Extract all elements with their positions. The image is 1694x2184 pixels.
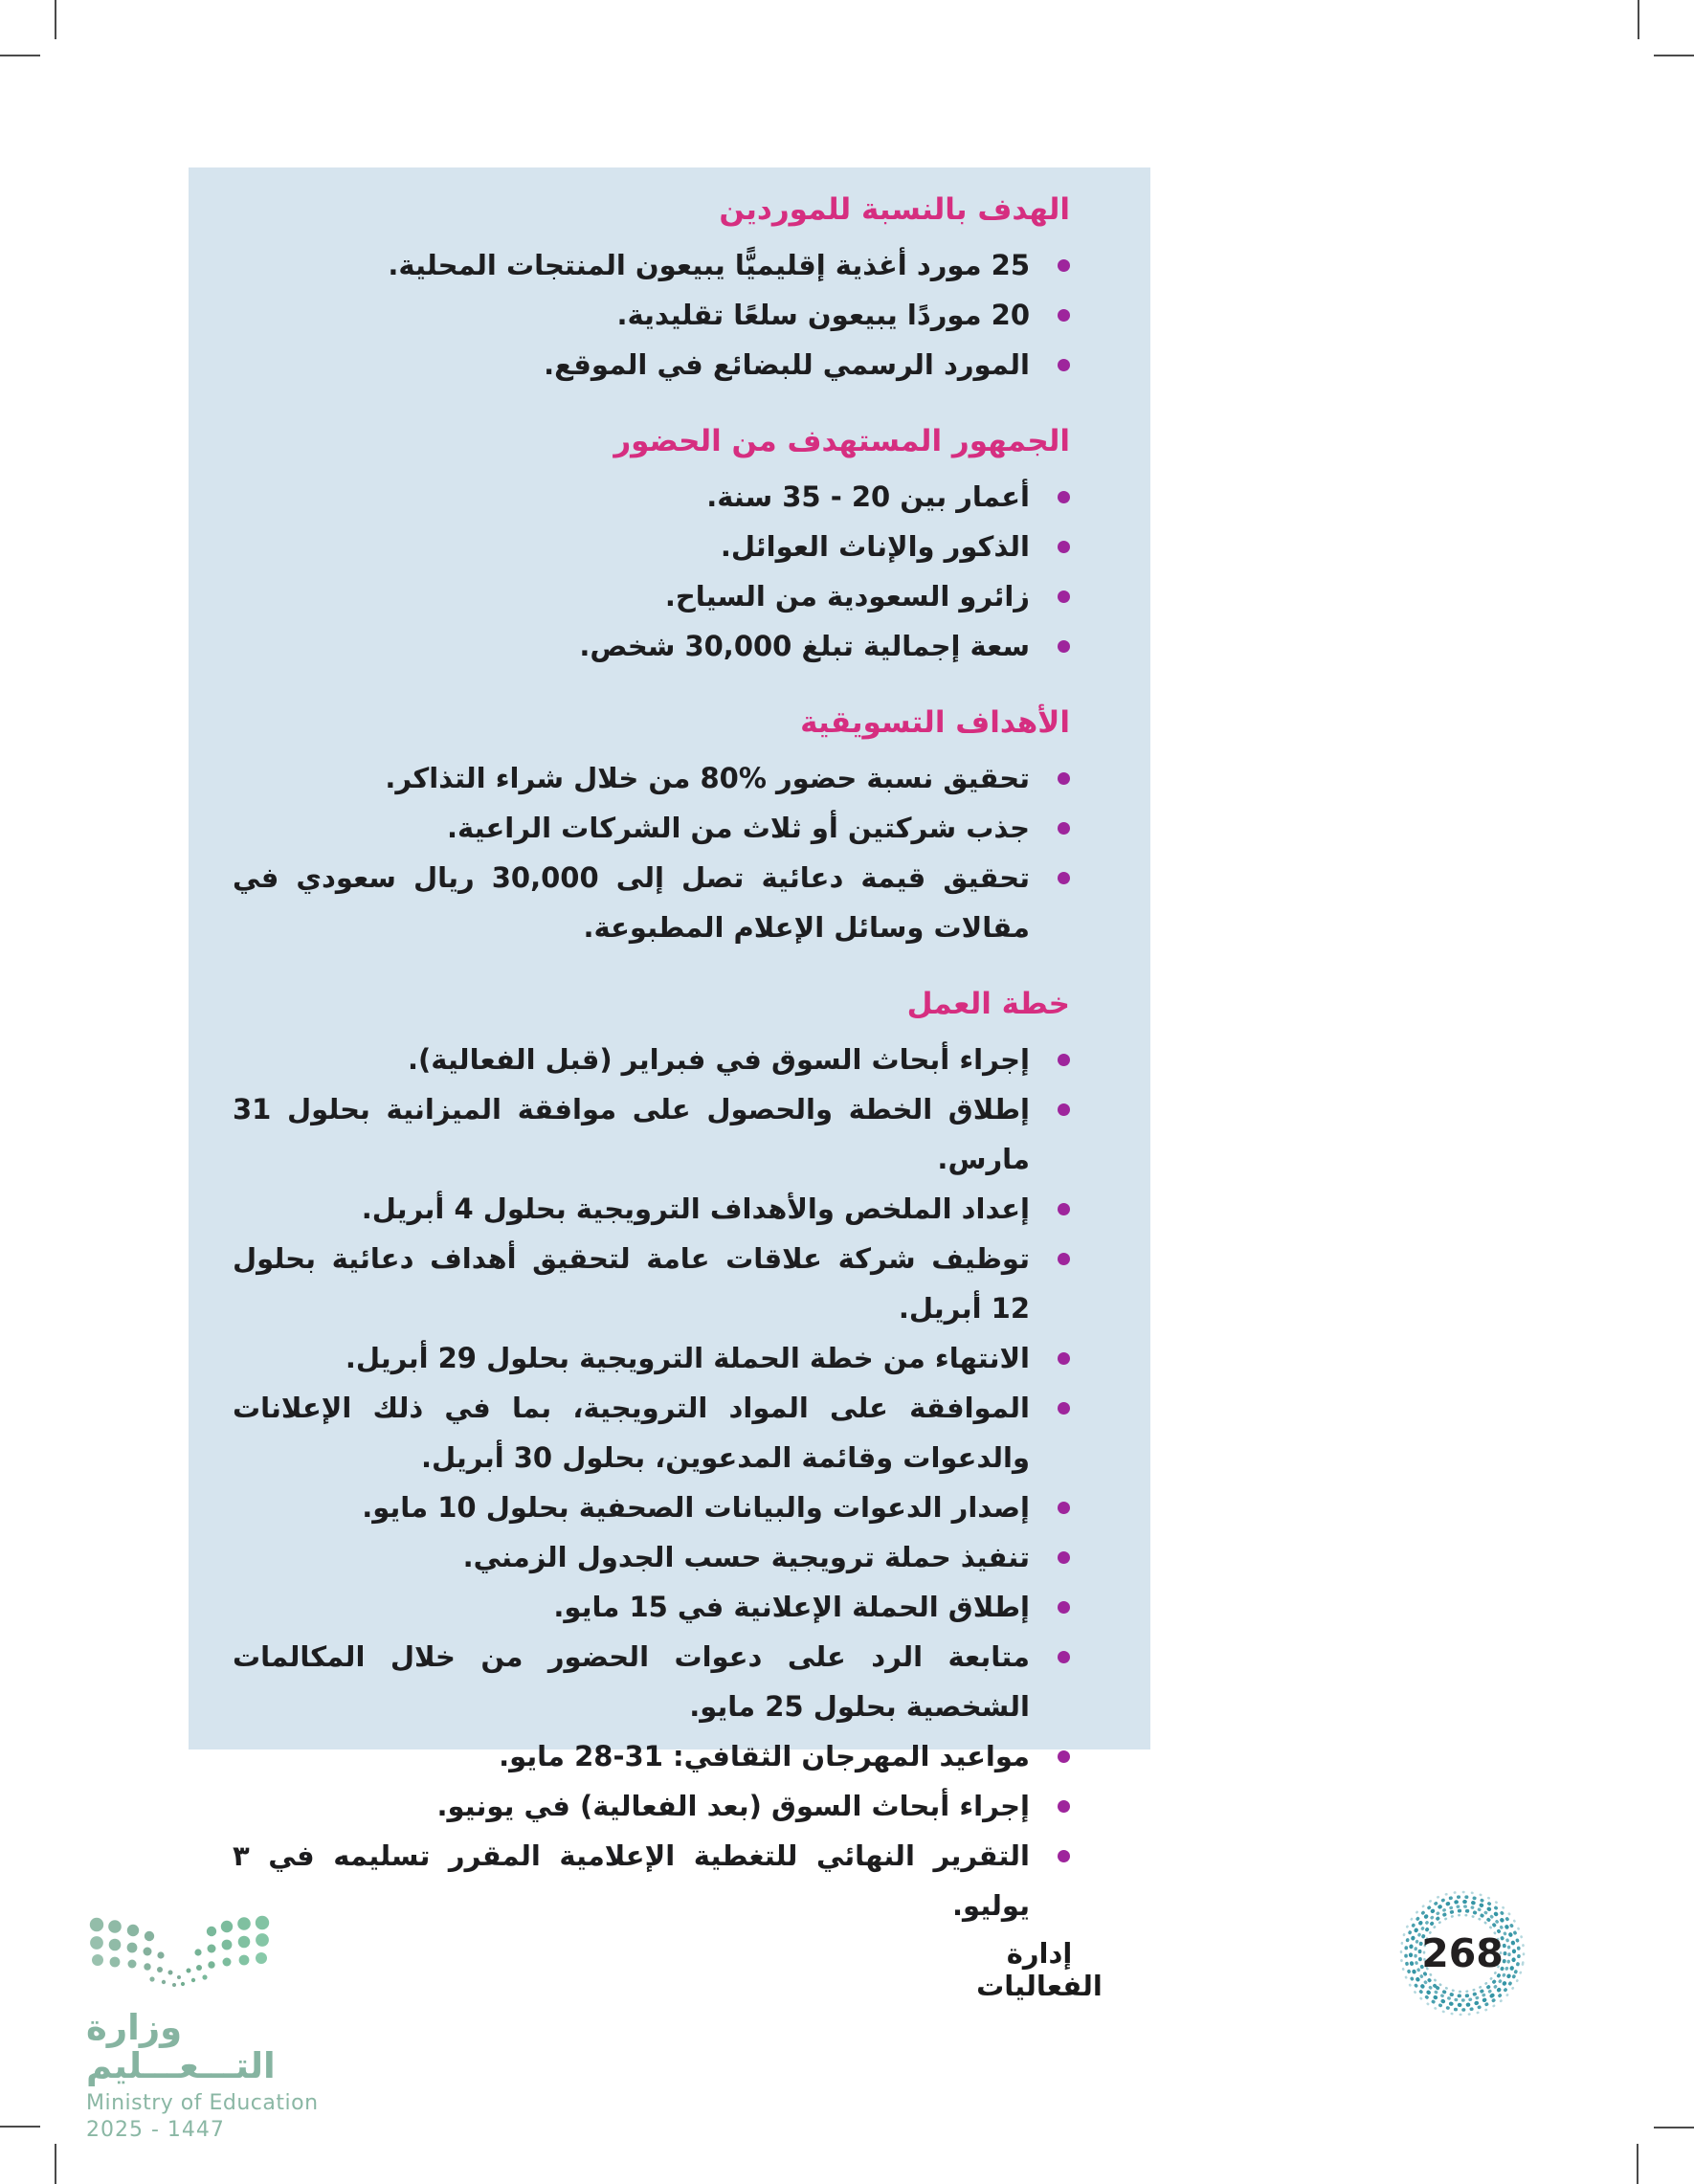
bullet-dot-icon (1058, 359, 1070, 371)
bullet-dot-icon (1058, 1103, 1070, 1116)
bullet-dot-icon (1058, 1253, 1070, 1265)
bullet-text: مواعيد المهرجان الثقافي: 31-28 مايو. (499, 1740, 1030, 1772)
list-item (233, 621, 1070, 671)
bullet-text: سعة إجمالية تبلغ 30,000 شخص. (579, 630, 1030, 662)
bullet-text: إطلاق الخطة والحصول على موافقة الميزانية بحلول 31 مارس. (233, 1093, 1030, 1175)
bullet-text: تحقيق قيمة دعائية تصل إلى 30,000 ريال سعودي في مقالات وسائل الإعلام المطبوعة. (233, 861, 1030, 944)
list-item (233, 1383, 1070, 1482)
list-item (233, 522, 1070, 571)
bullet-text: متابعة الرد على دعوات الحضور من خلال المكالمات الشخصية بحلول 25 مايو. (233, 1640, 1030, 1723)
crop-mark-top-left-horizontal (0, 55, 40, 56)
list-item (233, 571, 1070, 621)
page-number-badge (1399, 1890, 1526, 2017)
crop-mark-bottom-left-vertical (55, 2144, 56, 2184)
crop-mark-top-right-vertical (1638, 0, 1639, 39)
content-section (233, 983, 1070, 1930)
ministry-logo (86, 1912, 373, 2142)
bullet-text: أعمار بين 20 - 35 سنة. (706, 480, 1030, 513)
bullet-dot-icon (1058, 1203, 1070, 1215)
bullet-text: توظيف شركة علاقات عامة لتحقيق أهداف دعائية بحلول 12 أبريل. (233, 1242, 1030, 1325)
bullet-text: الموافقة على المواد الترويجية، بما في ذلك الإعلانات والدعوات وقائمة المدعوين، بحلول 30 أبريل. (233, 1392, 1030, 1474)
bullet-text: تنفيذ حملة ترويجية حسب الجدول الزمني. (462, 1541, 1030, 1573)
list-item (233, 240, 1070, 290)
bullet-dot-icon (1058, 772, 1070, 785)
ministry-logo-years: 2025 - 1447 (86, 2118, 225, 2142)
list-item (233, 1731, 1070, 1781)
bullet-text: الذكور والإناث العوائل. (720, 530, 1030, 563)
crop-mark-bottom-right-vertical (1637, 2144, 1638, 2184)
bullet-dot-icon (1058, 591, 1070, 603)
bullet-text: تحقيق نسبة حضور %80 من خلال شراء التذاكر. (385, 762, 1030, 794)
bullet-dot-icon (1058, 1800, 1070, 1813)
footer-section-title: إدارة الفعاليات (976, 1937, 1103, 2002)
bullet-text: إجراء أبحاث السوق (بعد الفعالية) في يونيو. (436, 1790, 1030, 1822)
list-item (233, 1632, 1070, 1731)
bullet-dot-icon (1058, 1601, 1070, 1614)
bullet-dot-icon (1058, 491, 1070, 503)
bullet-dot-icon (1058, 1402, 1070, 1415)
list-item (233, 803, 1070, 853)
crop-mark-bottom-left-horizontal (0, 2126, 40, 2128)
ministry-logo-dots-icon (86, 1912, 273, 1994)
bullet-text: إجراء أبحاث السوق في فبراير (قبل الفعالية). (407, 1043, 1030, 1076)
list-item (233, 290, 1070, 340)
bullet-list (233, 753, 1070, 952)
list-item (233, 753, 1070, 803)
bullet-list (233, 240, 1070, 390)
list-item (233, 1781, 1070, 1831)
section-heading: خطة العمل (906, 987, 1070, 1021)
bullet-dot-icon (1058, 1054, 1070, 1066)
ministry-wordmark-english: Ministry of Education (86, 2091, 319, 2115)
bullet-text: إصدار الدعوات والبيانات الصحفية بحلول 10 مايو. (362, 1491, 1030, 1524)
list-item (233, 472, 1070, 522)
bullet-text: إطلاق الحملة الإعلانية في 15 مايو. (553, 1591, 1030, 1623)
crop-mark-top-left-vertical (55, 0, 56, 39)
list-item (233, 1234, 1070, 1333)
content-section (233, 702, 1070, 952)
bullet-dot-icon (1058, 1502, 1070, 1514)
bullet-dot-icon (1058, 1551, 1070, 1564)
bullet-dot-icon (1058, 872, 1070, 884)
section-heading: الأهداف التسويقية (800, 705, 1070, 740)
content-section (233, 420, 1070, 671)
bullet-text: زائرو السعودية من السياح. (664, 580, 1030, 613)
list-item (233, 853, 1070, 952)
list-item (233, 1035, 1070, 1084)
bullet-list (233, 472, 1070, 671)
bullet-dot-icon (1058, 309, 1070, 322)
bullet-dot-icon (1058, 259, 1070, 272)
list-item (233, 1532, 1070, 1582)
crop-mark-bottom-right-horizontal (1654, 2127, 1694, 2128)
bullet-text: المورد الرسمي للبضائع في الموقع. (544, 348, 1030, 381)
bullet-text: جذب شركتين أو ثلاث من الشركات الراعية. (447, 812, 1030, 844)
list-item (233, 1084, 1070, 1184)
bullet-dot-icon (1058, 1352, 1070, 1365)
list-item (233, 1333, 1070, 1383)
list-item (233, 1582, 1070, 1632)
bullet-dot-icon (1058, 1750, 1070, 1763)
ministry-wordmark-arabic: وزارة التـــعـــليم (86, 2007, 276, 2086)
section-heading: الهدف بالنسبة للموردين (719, 192, 1070, 227)
bullet-text: 20 موردًا يبيعون سلعًا تقليدية. (616, 299, 1030, 331)
bullet-dot-icon (1058, 822, 1070, 835)
bullet-text: الانتهاء من خطة الحملة الترويجية بحلول 29 أبريل. (345, 1342, 1030, 1374)
content-panel (189, 167, 1150, 1922)
bullet-dot-icon (1058, 640, 1070, 653)
page-number: 268 (1421, 1930, 1504, 1976)
bullet-text: التقرير النهائي للتغطية الإعلامية المقرر تسليمه في ٣ يوليو. (233, 1839, 1030, 1922)
bullet-list (233, 1035, 1070, 1930)
bullet-text: 25 مورد أغذية إقليميًّا يبيعون المنتجات المحلية. (388, 249, 1030, 281)
list-item (233, 340, 1070, 390)
bullet-dot-icon (1058, 1850, 1070, 1862)
list-item (233, 1184, 1070, 1234)
content-section (233, 189, 1070, 390)
section-heading: الجمهور المستهدف من الحضور (613, 424, 1070, 458)
crop-mark-top-right-horizontal (1654, 55, 1694, 56)
bullet-dot-icon (1058, 1651, 1070, 1663)
list-item (233, 1482, 1070, 1532)
bullet-text: إعداد الملخص والأهداف الترويجية بحلول 4 أبريل. (361, 1192, 1030, 1225)
bullet-dot-icon (1058, 541, 1070, 553)
